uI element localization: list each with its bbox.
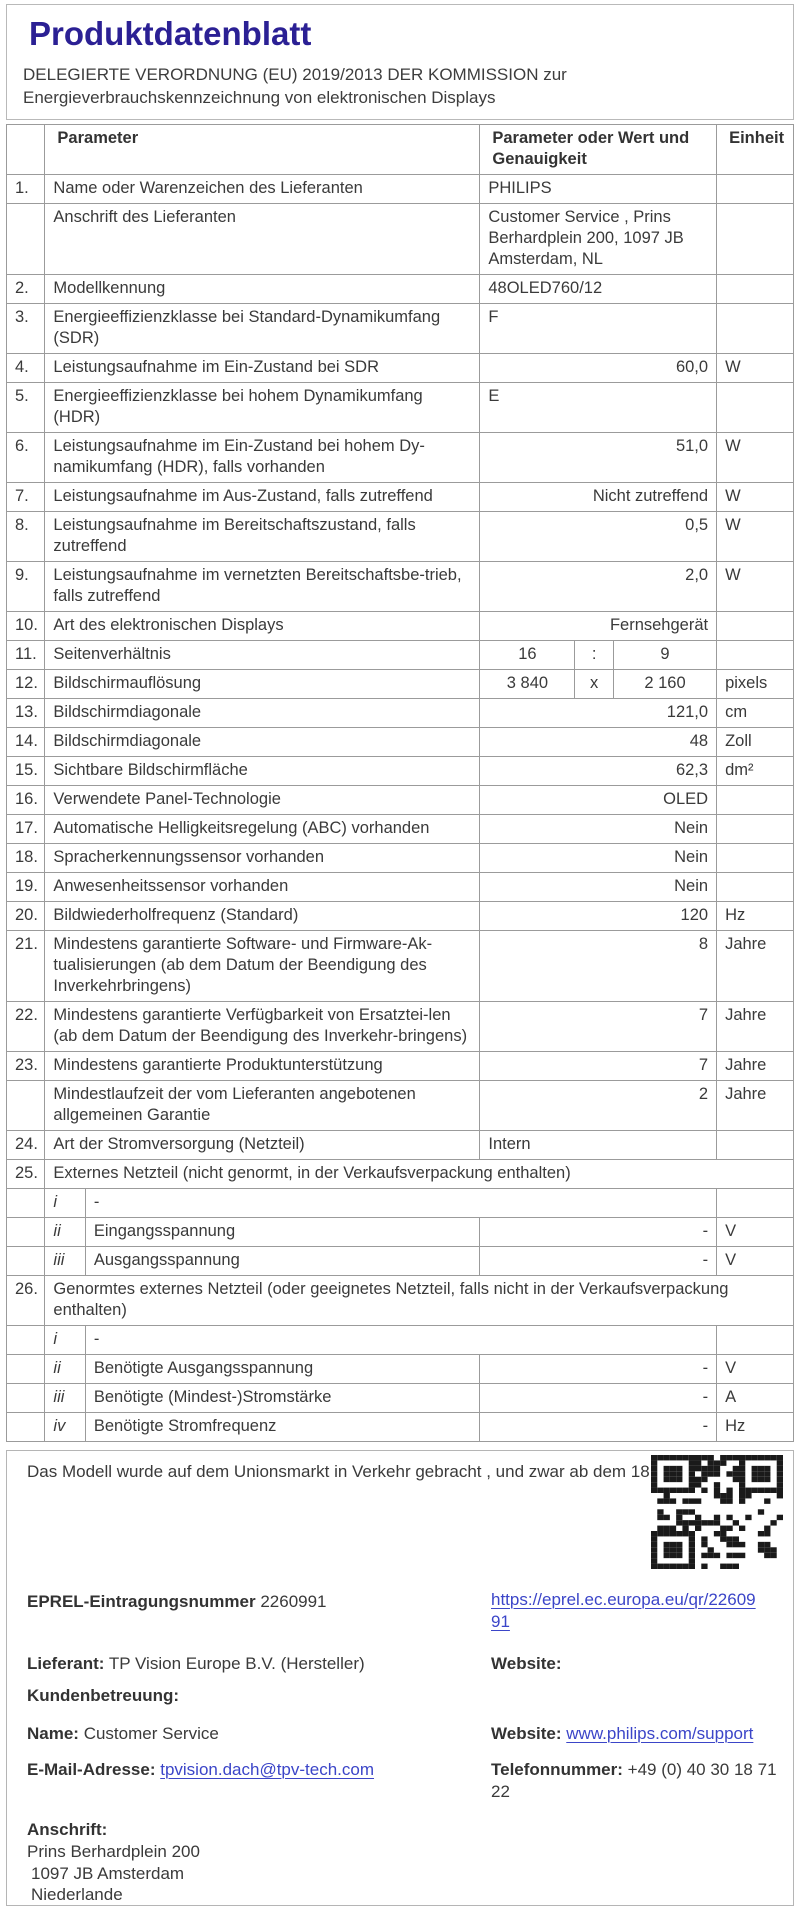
parameter-value: E <box>480 383 717 433</box>
table-row <box>7 512 794 562</box>
parameter-label: Benötigte (Mindest-)Stromstärke <box>85 1384 480 1413</box>
unit-label: V <box>717 1355 794 1384</box>
product-datasheet <box>6 4 794 1906</box>
unit-label <box>717 275 794 304</box>
row-number <box>7 1384 45 1413</box>
page-title: Produktdatenblatt <box>29 15 312 52</box>
parameter-value: 121,0 <box>480 699 717 728</box>
parameter-label: Energieeffizienzklasse bei Standard-Dynamikumfang (SDR) <box>45 304 480 354</box>
parameter-label: Eingangsspannung <box>85 1218 480 1247</box>
unit-label <box>717 175 794 204</box>
unit-label: Jahre <box>717 1052 794 1081</box>
unit-label: pixels <box>717 670 794 699</box>
parameter-label: Leistungsaufnahme im Ein-Zustand bei SDR <box>45 354 480 383</box>
header-parameter: Parameter <box>45 125 480 175</box>
customer-care-heading: Kundenbetreuung: <box>27 1686 180 1705</box>
row-number: 5. <box>7 383 45 433</box>
table-row <box>7 786 794 815</box>
row-number <box>7 1189 45 1218</box>
parameter-value: - <box>480 1384 717 1413</box>
parameter-label: Bildschirmdiagonale <box>45 699 480 728</box>
unit-label: Jahre <box>717 1081 794 1131</box>
row-number: 14. <box>7 728 45 757</box>
row-number <box>7 204 45 275</box>
ratio-separator: : <box>575 641 613 670</box>
table-row <box>7 1189 794 1218</box>
table-row <box>7 1218 794 1247</box>
sub-index: i <box>45 1326 85 1355</box>
market-notice: Das Modell wurde auf dem Unionsmarkt in Verkehr gebracht , und zwar ab dem 18 <box>27 1462 650 1481</box>
row-number: 23. <box>7 1052 45 1081</box>
unit-label <box>717 383 794 433</box>
unit-label <box>717 815 794 844</box>
contact-name-row <box>27 1723 219 1745</box>
parameter-label: Leistungsaufnahme im Ein-Zustand bei hohem Dy-namikumfang (HDR), falls vorhanden <box>45 433 480 483</box>
support-website-link[interactable]: www.philips.com/support <box>566 1724 754 1743</box>
row-number: 15. <box>7 757 45 786</box>
parameter-value: Nein <box>480 873 717 902</box>
unit-label <box>717 304 794 354</box>
parameter-label: Leistungsaufnahme im vernetzten Bereitschaftsbe-trieb, falls zutreffend <box>45 562 480 612</box>
table-row <box>7 304 794 354</box>
unit-label <box>717 1131 794 1160</box>
unit-label <box>717 1189 794 1218</box>
table-row <box>7 873 794 902</box>
header-box <box>6 4 794 120</box>
unit-label: V <box>717 1247 794 1276</box>
unit-label <box>717 786 794 815</box>
parameter-label: Sichtbare Bildschirmfläche <box>45 757 480 786</box>
footer-box <box>6 1450 794 1906</box>
table-row <box>7 433 794 483</box>
table-header-row <box>7 125 794 175</box>
parameter-label: Mindestens garantierte Verfügbarkeit von Ersatztei-len (ab dem Datum der Beendigung des Inverkehr-bringens) <box>45 1002 480 1052</box>
parameter-label: Art des elektronischen Displays <box>45 612 480 641</box>
name-value: Customer Service <box>83 1724 219 1743</box>
parameter-value: 2 <box>480 1081 717 1131</box>
row-number: 1. <box>7 175 45 204</box>
parameter-label: Genormtes externes Netzteil (oder geeignetes Netzteil, falls nicht in der Verkaufsverpackung enthalten) <box>45 1276 794 1326</box>
parameter-label: - <box>85 1189 716 1218</box>
parameter-value: Fernsehgerät <box>480 612 717 641</box>
unit-label: V <box>717 1218 794 1247</box>
row-number: 11. <box>7 641 45 670</box>
parameter-value: 120 <box>480 902 717 931</box>
parameter-value: - <box>480 1355 717 1384</box>
header-value: Parameter oder Wert und Genauigkeit <box>480 125 717 175</box>
unit-label <box>717 204 794 275</box>
parameter-label: Leistungsaufnahme im Aus-Zustand, falls zutreffend <box>45 483 480 512</box>
row-number: 2. <box>7 275 45 304</box>
parameter-value: PHILIPS <box>480 175 717 204</box>
table-row <box>7 483 794 512</box>
email-link[interactable]: tpvision.dach@tpv-tech.com <box>160 1760 375 1779</box>
row-number: 19. <box>7 873 45 902</box>
qr-code-icon <box>651 1455 783 1569</box>
address-line: Prins Berhardplein 200 <box>27 1842 200 1861</box>
table-row <box>7 670 794 699</box>
website-row-2 <box>491 1723 753 1745</box>
parameter-value: Nein <box>480 815 717 844</box>
parameter-value: F <box>480 304 717 354</box>
parameter-table <box>6 124 794 1442</box>
table-row <box>7 728 794 757</box>
supplier-label: Lieferant: <box>27 1654 105 1673</box>
row-number: 20. <box>7 902 45 931</box>
table-row <box>7 1081 794 1131</box>
unit-label: W <box>717 483 794 512</box>
unit-label <box>717 641 794 670</box>
unit-label: Zoll <box>717 728 794 757</box>
sub-index: iii <box>45 1247 85 1276</box>
regulation-subtitle-line1: DELEGIERTE VERORDNUNG (EU) 2019/2013 DER KOMMISSION zur <box>23 65 567 84</box>
ratio-separator: x <box>575 670 613 699</box>
unit-label: Jahre <box>717 1002 794 1052</box>
parameter-label: - <box>85 1326 716 1355</box>
row-number: 6. <box>7 433 45 483</box>
parameter-label: Automatische Helligkeitsregelung (ABC) vorhanden <box>45 815 480 844</box>
row-number <box>7 1247 45 1276</box>
parameter-value: Customer Service , Prins Berhardplein 200, 1097 JB Amsterdam, NL <box>480 204 717 275</box>
row-number: 9. <box>7 562 45 612</box>
ratio-value-2: 2 160 <box>613 670 716 699</box>
row-number: 12. <box>7 670 45 699</box>
phone-value: +49 (0) 40 30 18 71 22 <box>491 1760 777 1801</box>
sub-index: i <box>45 1189 85 1218</box>
parameter-label: Seitenverhältnis <box>45 641 480 670</box>
parameter-label: Name oder Warenzeichen des Lieferanten <box>45 175 480 204</box>
row-number: 21. <box>7 931 45 1002</box>
table-row <box>7 757 794 786</box>
row-number: 22. <box>7 1002 45 1052</box>
row-number <box>7 1413 45 1442</box>
parameter-value: OLED <box>480 786 717 815</box>
supplier-value: TP Vision Europe B.V. (Hersteller) <box>108 1654 365 1673</box>
row-number <box>7 1326 45 1355</box>
parameter-label: Spracherkennungssensor vorhanden <box>45 844 480 873</box>
parameter-value: Intern <box>480 1131 717 1160</box>
unit-label: dm² <box>717 757 794 786</box>
eprel-qr-link[interactable]: https://eprel.ec.europa.eu/qr/2260991 <box>491 1590 756 1631</box>
row-number <box>7 1218 45 1247</box>
parameter-value: 48OLED760/12 <box>480 275 717 304</box>
phone-row <box>491 1759 783 1803</box>
parameter-label: Mindestlaufzeit der vom Lieferanten angebotenen allgemeinen Garantie <box>45 1081 480 1131</box>
row-number: 13. <box>7 699 45 728</box>
ratio-value-2: 9 <box>613 641 716 670</box>
table-row <box>7 699 794 728</box>
sub-index: iii <box>45 1384 85 1413</box>
parameter-label: Benötigte Ausgangsspannung <box>85 1355 480 1384</box>
parameter-label: Bildwiederholfrequenz (Standard) <box>45 902 480 931</box>
unit-label <box>717 873 794 902</box>
unit-label: cm <box>717 699 794 728</box>
website1-label: Website: <box>491 1654 562 1673</box>
parameter-label: Leistungsaufnahme im Bereitschaftszustand, falls zutreffend <box>45 512 480 562</box>
regulation-subtitle-line2: Energieverbrauchskennzeichnung von elektronischen Displays <box>23 88 496 107</box>
address-line: 1097 JB Amsterdam <box>31 1863 185 1883</box>
parameter-value: Nicht zutreffend <box>480 483 717 512</box>
parameter-label: Verwendete Panel-Technologie <box>45 786 480 815</box>
parameter-label: Externes Netzteil (nicht genormt, in der Verkaufsverpackung enthalten) <box>45 1160 794 1189</box>
table-row <box>7 1052 794 1081</box>
table-row <box>7 275 794 304</box>
parameter-label: Ausgangsspannung <box>85 1247 480 1276</box>
email-label: E-Mail-Adresse: <box>27 1760 156 1779</box>
unit-label: W <box>717 562 794 612</box>
table-row <box>7 1326 794 1355</box>
sub-index: iv <box>45 1413 85 1442</box>
parameter-value: 60,0 <box>480 354 717 383</box>
table-row <box>7 1276 794 1326</box>
unit-label: W <box>717 433 794 483</box>
parameter-table-body <box>7 175 794 1442</box>
phone-label: Telefonnummer: <box>491 1760 623 1779</box>
table-row <box>7 1131 794 1160</box>
row-number: 8. <box>7 512 45 562</box>
address-lines <box>27 1841 200 1906</box>
row-number: 16. <box>7 786 45 815</box>
table-row <box>7 641 794 670</box>
parameter-value: 48 <box>480 728 717 757</box>
website-row-1 <box>491 1653 562 1675</box>
unit-label <box>717 844 794 873</box>
parameter-label: Benötigte Stromfrequenz <box>85 1413 480 1442</box>
table-row <box>7 204 794 275</box>
sub-index: ii <box>45 1355 85 1384</box>
table-row <box>7 1355 794 1384</box>
parameter-value: 7 <box>480 1052 717 1081</box>
table-row <box>7 612 794 641</box>
parameter-value: - <box>480 1413 717 1442</box>
row-number: 10. <box>7 612 45 641</box>
eprel-label: EPREL-Eintragungsnummer <box>27 1592 256 1611</box>
parameter-value: - <box>480 1247 717 1276</box>
table-row <box>7 1002 794 1052</box>
table-row <box>7 844 794 873</box>
parameter-value: 7 <box>480 1002 717 1052</box>
eprel-registration <box>27 1591 327 1613</box>
parameter-value: 62,3 <box>480 757 717 786</box>
unit-label <box>717 1326 794 1355</box>
parameter-label: Modellkennung <box>45 275 480 304</box>
table-row <box>7 1160 794 1189</box>
parameter-value: - <box>480 1218 717 1247</box>
row-number: 7. <box>7 483 45 512</box>
table-row <box>7 562 794 612</box>
sub-index: ii <box>45 1218 85 1247</box>
unit-label: W <box>717 512 794 562</box>
address-heading: Anschrift: <box>27 1820 108 1839</box>
parameter-value: 0,5 <box>480 512 717 562</box>
table-row <box>7 1413 794 1442</box>
table-row <box>7 383 794 433</box>
regulation-subtitle <box>23 63 773 109</box>
unit-label: Hz <box>717 902 794 931</box>
row-number: 18. <box>7 844 45 873</box>
table-row <box>7 1384 794 1413</box>
eprel-number: 2260991 <box>260 1592 327 1611</box>
parameter-label: Anschrift des Lieferanten <box>45 204 480 275</box>
parameter-label: Bildschirmdiagonale <box>45 728 480 757</box>
table-row <box>7 175 794 204</box>
parameter-label: Bildschirmauflösung <box>45 670 480 699</box>
header-number-cell <box>7 125 45 175</box>
ratio-value-1: 3 840 <box>480 670 575 699</box>
parameter-label: Mindestens garantierte Produktunterstützung <box>45 1052 480 1081</box>
row-number: 4. <box>7 354 45 383</box>
ratio-value-1: 16 <box>480 641 575 670</box>
parameter-value: 2,0 <box>480 562 717 612</box>
unit-label: A <box>717 1384 794 1413</box>
name-label: Name: <box>27 1724 79 1743</box>
parameter-value: 51,0 <box>480 433 717 483</box>
row-number <box>7 1081 45 1131</box>
row-number: 17. <box>7 815 45 844</box>
parameter-value: 8 <box>480 931 717 1002</box>
parameter-label: Mindestens garantierte Software- und Firmware-Ak-tualisierungen (ab dem Datum der Beendigung des Inverkehrbringens) <box>45 931 480 1002</box>
table-row <box>7 1247 794 1276</box>
email-row <box>27 1759 374 1781</box>
table-row <box>7 815 794 844</box>
parameter-value: Nein <box>480 844 717 873</box>
row-number <box>7 1355 45 1384</box>
unit-label: Hz <box>717 1413 794 1442</box>
address-line: Niederlande <box>31 1885 123 1904</box>
supplier-row <box>27 1653 365 1675</box>
row-number: 3. <box>7 304 45 354</box>
table-row <box>7 354 794 383</box>
row-number: 24. <box>7 1131 45 1160</box>
unit-label: Jahre <box>717 931 794 1002</box>
row-number: 25. <box>7 1160 45 1189</box>
row-number: 26. <box>7 1276 45 1326</box>
parameter-label: Art der Stromversorgung (Netzteil) <box>45 1131 480 1160</box>
parameter-label: Anwesenheitssensor vorhanden <box>45 873 480 902</box>
table-row <box>7 902 794 931</box>
unit-label <box>717 612 794 641</box>
header-unit: Einheit <box>717 125 794 175</box>
parameter-label: Energieeffizienzklasse bei hohem Dynamikumfang (HDR) <box>45 383 480 433</box>
unit-label: W <box>717 354 794 383</box>
website2-label: Website: <box>491 1724 562 1743</box>
table-row <box>7 931 794 1002</box>
